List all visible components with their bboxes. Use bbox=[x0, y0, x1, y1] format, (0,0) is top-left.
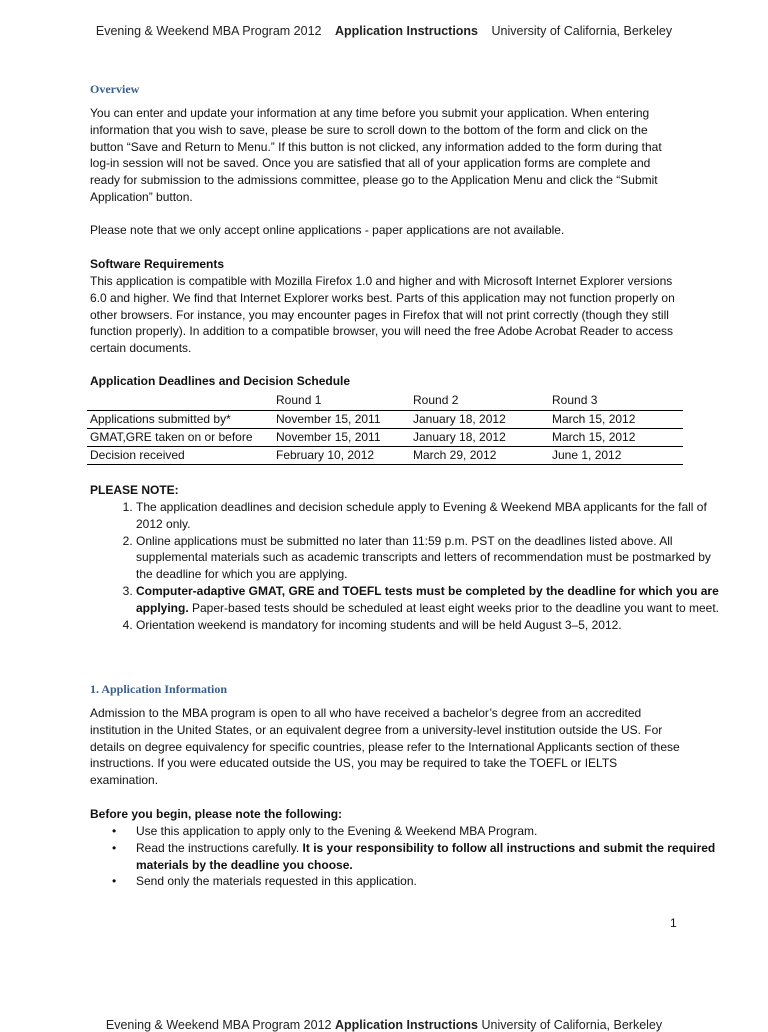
table-cell: January 18, 2012 bbox=[410, 429, 549, 447]
overview-paragraph-1: You can enter and update your information at any time before you submit your application. When entering information that you wish to save, please be sure to scroll down to the bottom of the form and click on the button “Save and Return to Menu.” If this button is not clicked, any information added to the form during that log-in session will not be saved. Once you are satisfied that all of your application forms are complete and ready for submission to the admissions committee, please go to the Application Menu and click the “Submit Application” button. bbox=[90, 106, 662, 204]
header-school: University of California, Berkeley bbox=[491, 24, 673, 38]
table-cell: January 18, 2012 bbox=[410, 411, 549, 429]
list-item bbox=[136, 840, 726, 874]
page-number: 1 bbox=[670, 916, 677, 930]
table-row bbox=[87, 447, 683, 465]
please-note-list bbox=[90, 499, 726, 633]
table-cell: June 1, 2012 bbox=[549, 447, 683, 465]
before-you-begin-list bbox=[90, 823, 726, 890]
next-page-header-partial bbox=[0, 1018, 768, 1032]
list-item: 1. The application deadlines and decision schedule apply to Evening & Weekend MBA applicants for the fall of 2012 only. bbox=[136, 499, 726, 533]
table-cell: Decision received bbox=[87, 447, 273, 465]
overview-paragraph-2: Please note that we only accept online applications - paper applications are not available. bbox=[90, 223, 565, 237]
list-item: • Send only the materials requested in this application. bbox=[136, 873, 726, 890]
list-item: • Use this application to apply only to the Evening & Weekend MBA Program. bbox=[136, 823, 726, 840]
schedule-heading: Application Deadlines and Decision Schedule bbox=[90, 374, 351, 388]
list-item bbox=[136, 583, 726, 617]
table-cell: March 15, 2012 bbox=[549, 411, 683, 429]
schedule-col-header: Round 2 bbox=[413, 392, 459, 407]
software-requirements-text: This application is compatible with Mozilla Firefox 1.0 and higher and with Microsoft Internet Explorer versions 6.0 and higher. We find that Internet Explorer works best. Parts of this application may not function properly on other browsers. For instance, you may encounter pages in Firefox that will not print correctly (though they still function properly). In addition to a compatible browser, you will need the free Adobe Acrobat Reader to access certain documents. bbox=[90, 274, 675, 356]
schedule-header-row bbox=[87, 390, 683, 411]
overview-heading: Overview bbox=[90, 82, 140, 96]
table-row bbox=[87, 429, 683, 447]
table-cell: November 15, 2011 bbox=[273, 411, 410, 429]
table-cell: GMAT,GRE taken on or before bbox=[87, 429, 273, 447]
schedule-col-header: Round 3 bbox=[552, 392, 598, 407]
table-cell: February 10, 2012 bbox=[273, 447, 410, 465]
list-item-bold-text: Computer-adaptive GMAT, GRE and TOEFL tests must be completed by the deadline for which you are applying. bbox=[136, 583, 719, 615]
schedule-col-header: Round 1 bbox=[276, 392, 322, 407]
header-program: Evening & Weekend MBA Program 2012 bbox=[95, 24, 322, 38]
schedule-table-wrap bbox=[87, 390, 687, 465]
table-cell: March 15, 2012 bbox=[549, 429, 683, 447]
header-program: Evening & Weekend MBA Program 2012 bbox=[105, 1018, 332, 1032]
list-item-text: Read the instructions carefully. bbox=[136, 840, 300, 855]
please-note-heading: PLEASE NOTE: bbox=[90, 483, 179, 497]
table-cell: March 29, 2012 bbox=[410, 447, 549, 465]
schedule-col-header bbox=[87, 390, 273, 411]
application-information-heading: 1. Application Information bbox=[90, 682, 228, 696]
table-row bbox=[87, 411, 683, 429]
application-information-paragraph: Admission to the MBA program is open to all who have received a bachelor’s degree from an accredited institution in the United States, or an equivalent degree from a university-level institution outside the US. For details on degree equivalency for specific countries, please refer to the International Applicants section of these instructions. If you were educated outside the US, you may be required to take the TOEFL or IELTS examination. bbox=[90, 706, 680, 788]
page-header bbox=[0, 24, 768, 38]
software-requirements-heading: Software Requirements bbox=[90, 257, 225, 271]
header-doc-title: Application Instructions bbox=[334, 24, 479, 38]
header-school: University of California, Berkeley bbox=[481, 1018, 663, 1032]
schedule-table bbox=[87, 390, 683, 465]
list-item-text: Paper-based tests should be scheduled at least eight weeks prior to the deadline you want to meet. bbox=[188, 600, 719, 615]
list-item: 2. Online applications must be submitted no later than 11:59 p.m. PST on the deadlines listed above. All supplemental materials such as academic transcripts and letters of recommendation must be postmarked by the deadline for which you are applying. bbox=[136, 533, 726, 583]
list-item: 4. Orientation weekend is mandatory for incoming students and will be held August 3–5, 2012. bbox=[136, 617, 726, 634]
before-you-begin-heading: Before you begin, please note the following: bbox=[90, 807, 343, 821]
table-cell: November 15, 2011 bbox=[273, 429, 410, 447]
list-item-bold-text: It is your responsibility to follow all instructions and submit the required materials by the deadline you choose. bbox=[136, 840, 716, 872]
table-cell: Applications submitted by* bbox=[87, 411, 273, 429]
header-doc-title: Application Instructions bbox=[334, 1018, 479, 1032]
